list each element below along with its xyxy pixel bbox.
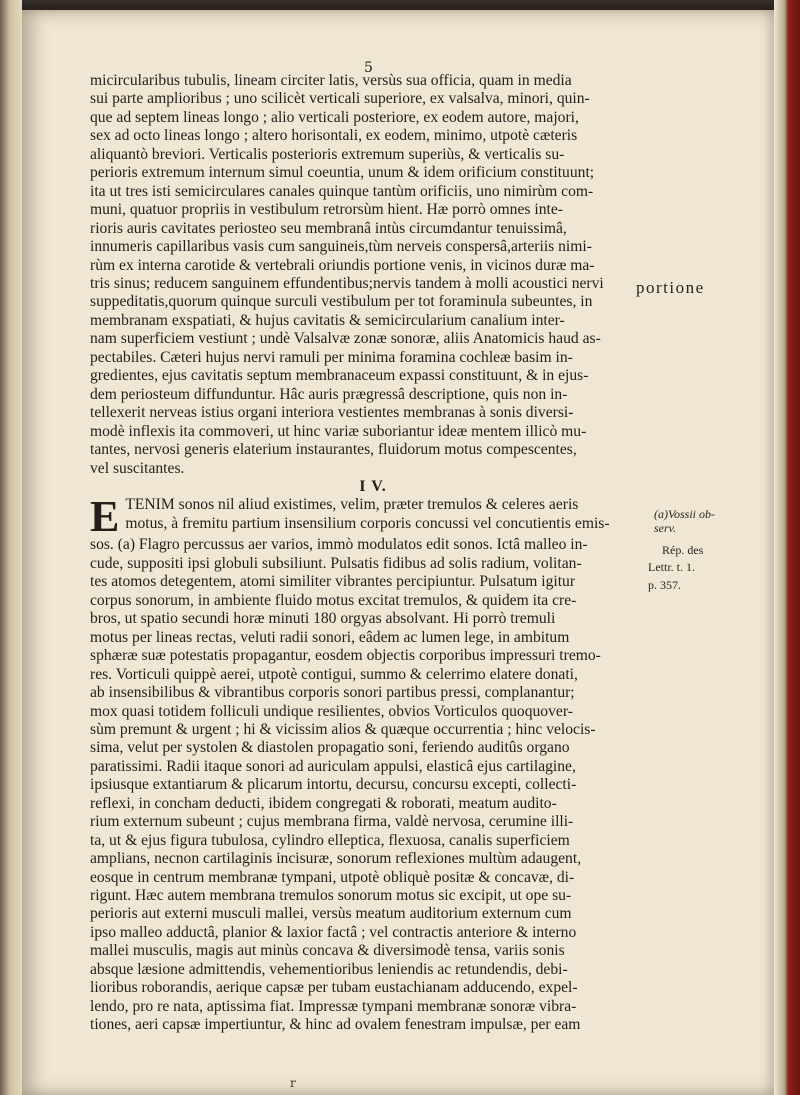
text-line: rium externum subeunt ; cujus membrana firma, valdè nervosa, cerumine illi- — [90, 813, 574, 831]
text-line: tes atomos detegentem, atomi similiter vibrantes percipiuntur. Pulsatum igitur — [90, 573, 576, 591]
text-line: micircularibus tubulis, lineam circiter latis, versùs sua officia, quam in media — [90, 72, 572, 89]
book-page — [22, 10, 774, 1095]
text-line: tantes, nervosi generis elaterium instaurantes, fluidorum motus compescentes, — [90, 441, 577, 459]
text-line: vel suscitantes. — [90, 459, 185, 477]
text-line: lioribus roborandis, aerique capsæ per tubam eustachianam adducendo, expel- — [90, 979, 578, 997]
text-line: modè inflexis ita commoveri, ut hinc variæ suboriantur ideæ mentem illicò mu- — [90, 422, 587, 440]
paragraph-sound-theory — [90, 492, 656, 1034]
book-gutter — [0, 0, 22, 1095]
margin-note-source: Rép. des — [662, 543, 704, 557]
text-line: ta, ut & ejus figura tubulosa, cylindro elleptica, flexuosa, canalis superficiem — [90, 831, 570, 849]
text-line: suppeditatis,quorum quinque surculi vestibulum per tot foraminula subeuntes, in — [90, 293, 593, 311]
book-fore-edge — [774, 0, 800, 1095]
text-line: dem periosteum diffunduntur. Hâc auris prægressâ descriptione, quis non in- — [90, 385, 568, 403]
margin-note-page: p. 357. — [648, 578, 681, 592]
text-line: TENIM sonos nil aliud existimes, velim, præter tremulos & celeres aeris — [125, 496, 579, 514]
margin-note-volume: Lettr. t. 1. — [648, 560, 695, 574]
text-line: mallei musculis, magis aut minùs concava & diversimodè tensa, variis sonis — [90, 942, 565, 960]
paragraph-ear-anatomy — [90, 72, 656, 478]
text-line: reflexi, in concham deducti, ibidem congregati & roborati, meatum audito- — [90, 794, 557, 812]
text-line: innumeris capillaribus vasis cum sanguineis,tùm nerveis conspersâ,arteriis nimi- — [90, 238, 592, 256]
text-line: ipsiusque extantiarum & plicarum intortu, decursu, concursu excepti, collecti- — [90, 776, 577, 794]
text-line: lendo, pro re nata, aptissima fiat. Impressæ tympani membranæ sonoræ vibra- — [90, 997, 577, 1015]
text-line: aliquantò breviori. Verticalis posterioris extremum superiùs, & verticalis su- — [90, 145, 565, 163]
text-line: mox quasi totidem folliculi undique resilientes, obvios Vorticulos quoquover- — [90, 702, 573, 720]
text-line: absque læsione admittendis, vehementioribus leniendis ac retundendis, debi- — [90, 960, 568, 978]
margin-correction: portione — [636, 278, 705, 297]
text-line: sima, velut per systolen & diastolen propagatio soni, feriendo auditûs organo — [90, 739, 570, 757]
text-line: tellexerit nerveas istius organi interiora vestientes membranas à sonis diversi- — [90, 404, 574, 422]
text-line: pectabiles. Cæteri hujus nervi ramuli per minima foramina cochleæ basim in- — [90, 348, 573, 366]
text-line: motus per lineas rectas, veluti radii sonori, eâdem ac lumen lege, in ambitum — [90, 628, 570, 646]
section-heading: I V. — [359, 477, 387, 495]
text-line: sex ad octo lineas longo ; altero horisontali, ex eodem, minimo, utpotè cæteris — [90, 127, 578, 145]
main-text — [90, 72, 656, 1035]
text-line: sos. (a) Flagro percussus aer varios, immò modulatos edit sonos. Ictâ malleo in- — [90, 536, 588, 554]
text-line: sphæræ suæ potestatis propagantur, eosdem objectis corporibus impressuri tremo- — [90, 647, 601, 665]
text-line: nam superficiem vestiunt ; undè Valsalvæ zonæ sonoræ, aliis Anatomicis haud as- — [90, 330, 601, 348]
text-line: cude, suppositi ipsi globuli subsiliunt. Pulsatis fidibus ad solis radium, volitan- — [90, 554, 582, 572]
text-line: motus, à fremitu partium insensilium corporis concussi vel concutientis emis- — [125, 514, 610, 532]
text-line: sui parte amplioribus ; uno scilicèt verticali superiore, ex valsalva, minori, quin- — [90, 90, 590, 108]
signature-mark: r — [290, 1076, 296, 1090]
text-line: rioris auris cavitates periosteo seu membranâ intùs circumdantur tenuissimâ, — [90, 219, 567, 237]
text-line: rigunt. Hæc autem membrana tremulos sonorum motus sic excipit, ut ope su- — [90, 887, 572, 905]
text-line: perioris extremum internum simul coeuntia, unum & idem orificium constituunt; — [90, 164, 595, 182]
text-line: gredientes, ejus cavitatis septum membranaceum expassi constituunt, & in ejus- — [90, 367, 589, 385]
text-line: amplians, necnon cartilaginis incisuræ, sonorum reflexiones multùm adaugent, — [90, 850, 582, 868]
text-line: tris sinus; reducem sanguinem effundentibus;nervis tandem à molli acoustici nervi — [90, 274, 604, 292]
text-line: corpus sonorum, in ambiente fluido motus excitat tremulos, & quidem ita cre- — [90, 591, 577, 609]
text-line: ipso malleo adductâ, planior & laxior factâ ; vel contractis anteriore & interno — [90, 923, 577, 941]
text-line: ita ut tres isti semicirculares canales quinque tantùm orificiis, uno nimirùm com- — [90, 182, 594, 200]
text-line: perioris aut externi musculi mallei, versùs meatum auditorium externum cum — [90, 905, 572, 923]
text-line: sùm premunt & urgent ; hi & vicissim alios & quæque occurrentia ; hinc velocis- — [90, 720, 596, 738]
text-line: tiones, aeri capsæ impertiuntur, & hinc ad ovalem fenestram impulsæ, per eam — [90, 1016, 581, 1034]
text-line: bros, ut spatio secundi horæ minuti 180 orgyas absolvant. Hi porrò tremuli — [90, 610, 556, 628]
text-line: ab insensibilibus & vibrantibus corporis sonori partibus pressi, complanantur; — [90, 684, 575, 702]
drop-cap: E — [90, 492, 120, 542]
margin-note-reference-cont: serv. — [654, 521, 677, 535]
text-line: muni, quatuor propriis in vestibulum retrorsùm hient. Hæ porrò omnes inte- — [90, 201, 563, 219]
margin-note-reference: (a)Vossii ob- — [654, 507, 715, 521]
text-line: membranam exspatiati, & hujus cavitatis & semicircularium canalium inter- — [90, 311, 565, 329]
text-line: eosque in centrum membranæ tympani, utpotè obliquè positæ & concavæ, di- — [90, 868, 575, 886]
text-line: res. Vorticuli quippè aerei, utpotè contigui, summo & celerrimo elatere donati, — [90, 665, 578, 683]
page-number: 5 — [364, 60, 373, 76]
text-line: paratissimi. Radii itaque sonori ad auriculam appulsi, elasticâ ejus cartilagine, — [90, 757, 576, 775]
text-line: que ad septem lineas longo ; alio verticali posteriore, ex eodem autore, majori, — [90, 108, 579, 126]
text-line: rùm ex interna carotide & vertebrali oriundis portione venis, in vicinos duræ ma- — [90, 256, 595, 274]
